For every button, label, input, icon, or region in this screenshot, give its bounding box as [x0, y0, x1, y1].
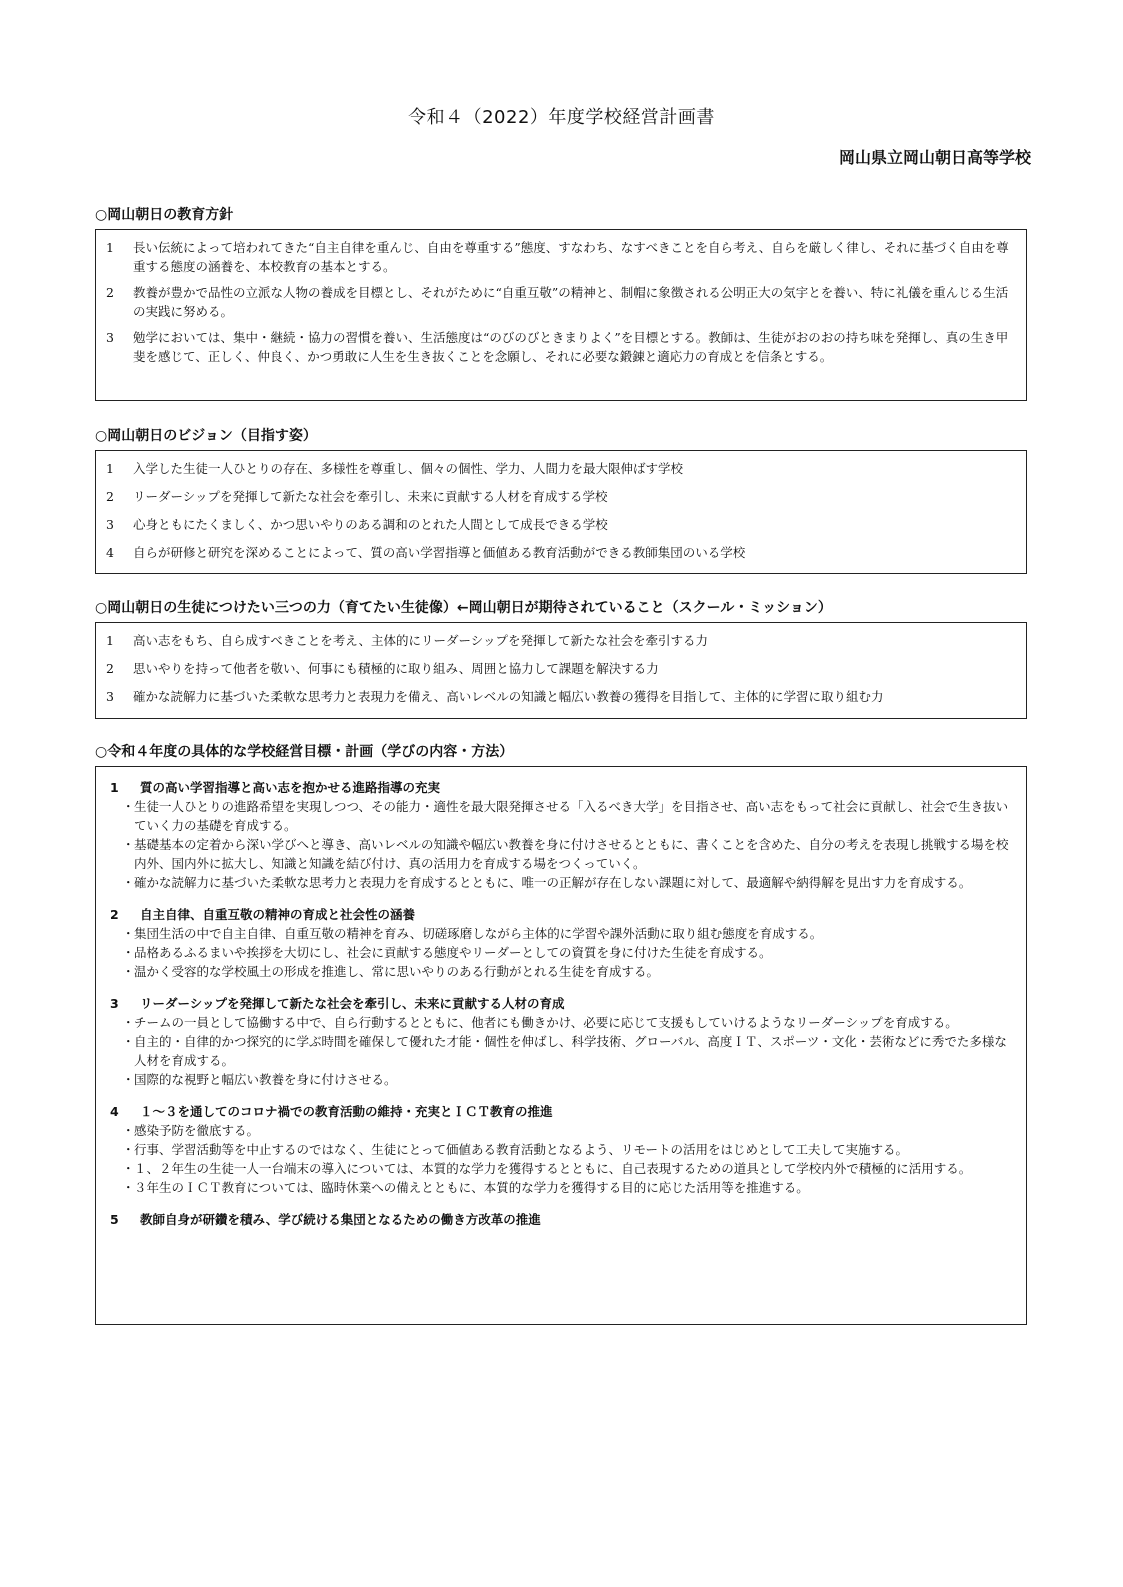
powers-heading: ○岡山朝日の生徒につけたい三つの力（育てたい生徒像）←岡山朝日が期待されていること（スクール・ミッション） — [95, 600, 832, 616]
vision-item-text: 心身ともにたくましく、かつ思いやりのある調和のとれた人間として成長できる学校 — [133, 517, 608, 532]
goal-section-title-text: 教師自身が研鑽を積み、学び続ける集団となるための働き方改革の推進 — [140, 1212, 541, 1227]
policy-item-number: 3 — [106, 330, 114, 345]
vision-item — [106, 515, 1016, 534]
policy-box — [95, 229, 1027, 401]
goal-bullet: ・ ３年生のＩＣＴ教育については、臨時休業への備えとともに、本質的な学力を獲得する目的に応じた活用等を推進する。 — [106, 1178, 1016, 1197]
goal-bullet: ・ 基礎基本の定着から深い学びへと導き、高いレベルの知識や幅広い教養を身に付けさせるとともに、書くことを含めた、自分の考えを表現し挑戦する場を校内外、国内外に拡大し、知識と知識を結び付け、真の活用力を育成する場をつくっていく。 — [106, 835, 1016, 873]
powers-item — [106, 687, 1016, 706]
powers-item-text: 高い志をもち、自ら成すべきことを考え、主体的にリーダーシップを発揮して新たな社会を牽引する力 — [133, 633, 709, 648]
goal-section-title — [106, 995, 1016, 1013]
goal-bullet: ・ 品格あるふるまいや挨拶を大切にし、社会に貢献する態度やリーダーとしての資質を身に付けた生徒を育成する。 — [106, 943, 1016, 962]
goal-section-number: 1 — [110, 780, 119, 795]
policy-item-text: 長い伝統によって培われてきた“自主自律を重んじ、自由を尊重する”態度、すなわち、なすべきことを自ら考え、自らを厳しく律し、それに基づく自由を尊重する態度の涵養を、本校教育の基本とする。 — [133, 240, 1009, 274]
vision-item — [106, 459, 1016, 478]
vision-heading: ○岡山朝日のビジョン（目指す姿） — [95, 428, 317, 444]
vision-item-number: 4 — [106, 545, 114, 560]
vision-item-number: 3 — [106, 517, 114, 532]
goal-section-title-text: 自主自律、自重互敬の精神の育成と社会性の涵養 — [140, 907, 416, 922]
powers-box — [95, 622, 1027, 719]
powers-item-number: 2 — [106, 661, 114, 676]
goals-heading: ○令和４年度の具体的な学校経営目標・計画（学びの内容・方法） — [95, 744, 514, 760]
goal-bullet: ・ 感染予防を徹底する。 — [106, 1121, 1016, 1140]
goal-section-title — [106, 906, 1016, 924]
goal-bullet-text: １、２年生の生徒一人一台端末の導入については、本質的な学力を獲得するとともに、自己表現するための道具として学校内外で積極的に活用する。 — [134, 1161, 972, 1176]
goal-bullet: ・ 国際的な視野と幅広い教養を身に付けさせる。 — [106, 1070, 1016, 1089]
policy-heading: ○岡山朝日の教育方針 — [95, 207, 234, 223]
goal-section-title-text: １～３を通してのコロナ禍での教育活動の維持・充実とＩＣＴ教育の推進 — [140, 1104, 553, 1119]
goal-bullet: ・ 確かな読解力に基づいた柔軟な思考力と表現力を育成するとともに、唯一の正解が存在しない課題に対して、最適解や納得解を見出す力を育成する。 — [106, 873, 1016, 892]
vision-item-text: 入学した生徒一人ひとりの存在、多様性を尊重し、個々の個性、学力、人間力を最大限伸ばす学校 — [133, 461, 684, 476]
goal-bullet-text: 集団生活の中で自主自律、自重互敬の精神を育み、切磋琢磨しながら主体的に学習や課外活動に取り組む態度を育成する。 — [134, 926, 823, 941]
powers-item-text: 確かな読解力に基づいた柔軟な思考力と表現力を備え、高いレベルの知識と幅広い教養の獲得を目指して、主体的に学習に取り組む力 — [133, 689, 884, 704]
goal-bullet-text: 生徒一人ひとりの進路希望を実現しつつ、その能力・適性を最大限発揮させる「入るべき大学」を目指させ、高い志をもって社会に貢献し、社会で生き抜いていく力の基礎を育成する。 — [134, 799, 1009, 833]
policy-item-number: 2 — [106, 285, 114, 300]
policy-item-text: 教養が豊かで品性の立派な人物の養成を目標とし、それがために“自重互敬”の精神と、制帽に象徴される公明正大の気宇とを養い、特に礼儀を重んじる生活の実践に努める。 — [133, 285, 1009, 319]
goal-section-number: 4 — [110, 1104, 119, 1119]
goals-box — [95, 766, 1027, 1325]
goal-bullet-text: 国際的な視野と幅広い教養を身に付けさせる。 — [134, 1072, 397, 1087]
goal-bullet-text: 感染予防を徹底する。 — [134, 1123, 260, 1138]
powers-item — [106, 659, 1016, 678]
school-name: 岡山県立岡山朝日高等学校 — [838, 148, 1031, 167]
goal-bullet: ・ 行事、学習活動等を中止するのではなく、生徒にとって価値ある教育活動となるよう、リモートの活用をはじめとして工夫して実施する。 — [106, 1140, 1016, 1159]
goal-section-number: 5 — [110, 1212, 119, 1227]
goal-bullet-text: 行事、学習活動等を中止するのではなく、生徒にとって価値ある教育活動となるよう、リモートの活用をはじめとして工夫して実施する。 — [134, 1142, 909, 1157]
vision-item-number: 2 — [106, 489, 114, 504]
goal-section-title — [106, 779, 1016, 797]
powers-item-number: 1 — [106, 633, 114, 648]
policy-item — [106, 283, 1016, 321]
goal-bullet-text: 確かな読解力に基づいた柔軟な思考力と表現力を育成するとともに、唯一の正解が存在しない課題に対して、最適解や納得解を見出す力を育成する。 — [134, 875, 972, 890]
goal-bullet: ・ 温かく受容的な学校風土の形成を推進し、常に思いやりのある行動がとれる生徒を育成する。 — [106, 962, 1016, 981]
goal-bullet-text: 基礎基本の定着から深い学びへと導き、高いレベルの知識や幅広い教養を身に付けさせるとともに、書くことを含めた、自分の考えを表現し挑戦する場を校内外、国内外に拡大し、知識と知識を結び付け、真の活用力を育成する場をつくっていく。 — [134, 837, 1009, 871]
powers-item-number: 3 — [106, 689, 114, 704]
vision-item-number: 1 — [106, 461, 114, 476]
goal-bullet: ・ 集団生活の中で自主自律、自重互敬の精神を育み、切磋琢磨しながら主体的に学習や課外活動に取り組む態度を育成する。 — [106, 924, 1016, 943]
policy-item — [106, 328, 1016, 366]
document-title: 令和４（2022）年度学校経営計画書 — [408, 107, 715, 128]
vision-box — [95, 450, 1027, 574]
powers-item — [106, 631, 1016, 650]
policy-item-text: 勉学においては、集中・継続・協力の習慣を養い、生活態度は“のびのびときまりよく”を目標とする。教師は、生徒がおのおの持ち味を発揮し、真の生き甲斐を感じて、正しく、仲良く、かつ勇敢に人生を生き抜くことを念願し、それに必要な鍛錬と適応力の育成とを信条とする。 — [133, 330, 1009, 364]
goal-section-title-text: リーダーシップを発揮して新たな社会を牽引し、未来に貢献する人材の育成 — [140, 996, 565, 1011]
goal-section-title — [106, 1211, 1016, 1229]
goal-bullet: ・ 生徒一人ひとりの進路希望を実現しつつ、その能力・適性を最大限発揮させる「入るべき大学」を目指させ、高い志をもって社会に貢献し、社会で生き抜いていく力の基礎を育成する。 — [106, 797, 1016, 835]
goal-section-title — [106, 1103, 1016, 1121]
powers-item-text: 思いやりを持って他者を敬い、何事にも積極的に取り組み、周囲と協力して課題を解決する力 — [133, 661, 659, 676]
goal-section-number: 3 — [110, 996, 119, 1011]
goal-bullet-text: 品格あるふるまいや挨拶を大切にし、社会に貢献する態度やリーダーとしての資質を身に付けた生徒を育成する。 — [134, 945, 772, 960]
goal-bullet-text: チームの一員として協働する中で、自ら行動するとともに、他者にも働きかけ、必要に応じて支援もしていけるようなリーダーシップを育成する。 — [134, 1015, 958, 1030]
goal-bullet-text: ３年生のＩＣＴ教育については、臨時休業への備えとともに、本質的な学力を獲得する目的に応じた活用等を推進する。 — [134, 1180, 809, 1195]
goal-section-number: 2 — [110, 907, 119, 922]
vision-item-text: 自らが研修と研究を深めることによって、質の高い学習指導と価値ある教育活動ができる教師集団のいる学校 — [133, 545, 746, 560]
goal-bullet: ・ 自主的・自律的かつ探究的に学ぶ時間を確保して優れた才能・個性を伸ばし、科学技術、グローバル、高度ＩＴ、スポーツ・文化・芸術などに秀でた多様な人材を育成する。 — [106, 1032, 1016, 1070]
policy-item-number: 1 — [106, 240, 114, 255]
vision-item — [106, 487, 1016, 506]
goal-bullet-text: 温かく受容的な学校風土の形成を推進し、常に思いやりのある行動がとれる生徒を育成する。 — [134, 964, 660, 979]
goal-section-title-text: 質の高い学習指導と高い志を抱かせる進路指導の充実 — [140, 780, 441, 795]
vision-item — [106, 543, 1016, 562]
policy-item — [106, 238, 1016, 276]
vision-item-text: リーダーシップを発揮して新たな社会を牽引し、未来に貢献する人材を育成する学校 — [133, 489, 608, 504]
goal-bullet: ・ チームの一員として協働する中で、自ら行動するとともに、他者にも働きかけ、必要に応じて支援もしていけるようなリーダーシップを育成する。 — [106, 1013, 1016, 1032]
goal-bullet-text: 自主的・自律的かつ探究的に学ぶ時間を確保して優れた才能・個性を伸ばし、科学技術、グローバル、高度ＩＴ、スポーツ・文化・芸術などに秀でた多様な人材を育成する。 — [134, 1034, 1007, 1068]
goal-bullet: ・ １、２年生の生徒一人一台端末の導入については、本質的な学力を獲得するとともに、自己表現するための道具として学校内外で積極的に活用する。 — [106, 1159, 1016, 1178]
